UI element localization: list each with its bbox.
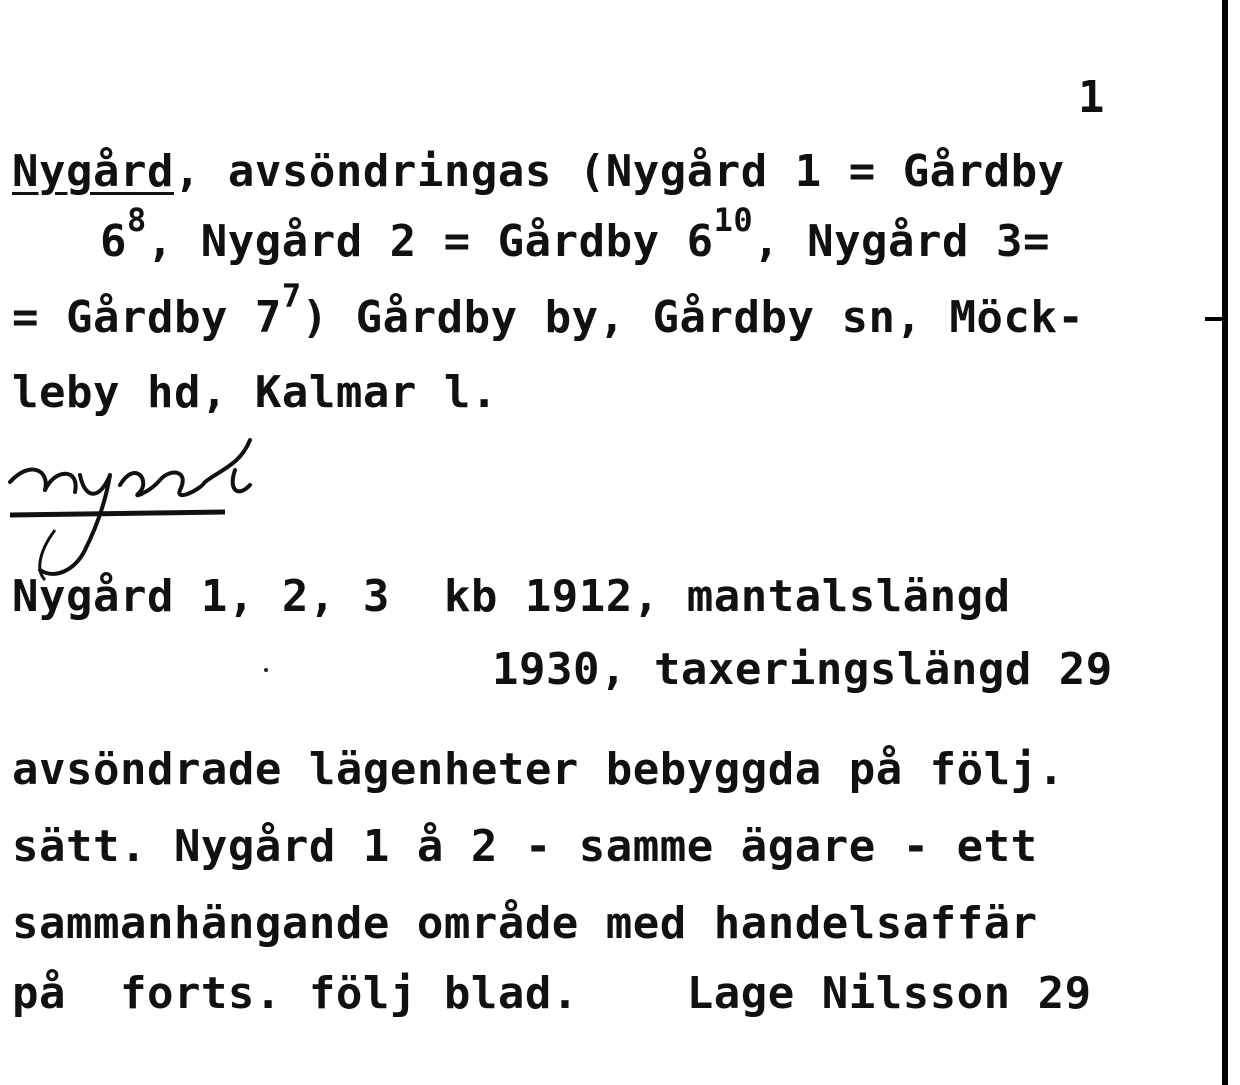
note-line-3: sammanhängande område med handelsaffär	[12, 898, 1038, 949]
entry-line-1-rest: , avsöndringas (Nygård 1 = Gårdby	[173, 146, 1065, 197]
note-line-1: avsöndrade lägenheter bebyggda på följ.	[12, 744, 1065, 795]
note-line-4: på forts. följ blad. Lage Nilsson 29	[12, 968, 1092, 1019]
entry-line-2-sup2: 10	[713, 201, 754, 239]
entry-line-2-end: , Nygård 3=	[753, 216, 1050, 267]
entry-line-3-start: = Gårdby 7	[12, 292, 282, 343]
sources-line-2: 1930, taxeringslängd 29	[492, 644, 1113, 695]
entry-line-1	[12, 146, 1065, 197]
card-edge-tick	[1205, 317, 1227, 321]
card-edge-line	[1222, 0, 1228, 1085]
page-number: 1	[1078, 72, 1105, 123]
ink-speck	[264, 668, 268, 672]
entry-line-2-base1: 6	[100, 216, 127, 267]
entry-line-3-rest: ) Gårdby by, Gårdby sn, Möck-	[301, 292, 1085, 343]
entry-line-3-sup: 7	[281, 277, 302, 315]
entry-line-3	[12, 277, 1085, 343]
entry-line-4: leby hd, Kalmar l.	[12, 367, 498, 418]
note-line-2: sätt. Nygård 1 å 2 - samme ägare - ett	[12, 821, 1038, 872]
sources-line-1: Nygård 1, 2, 3 kb 1912, mantalslängd	[12, 571, 1011, 622]
entry-line-2-mid: , Nygård 2 = Gårdby 6	[146, 216, 714, 267]
entry-line-2	[100, 201, 1050, 267]
entry-line-2-sup1: 8	[127, 201, 147, 239]
headword: Nygård	[12, 146, 174, 197]
